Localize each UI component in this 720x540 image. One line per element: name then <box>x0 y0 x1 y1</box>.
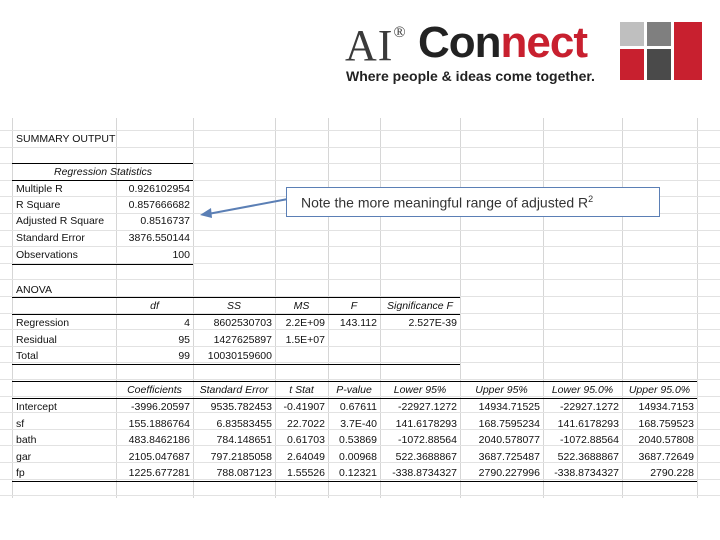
coefficients-cell: 3687.72649 <box>638 450 694 463</box>
regression-statistics-heading: Regression Statistics <box>54 166 153 178</box>
stat-label: Adjusted R Square <box>16 215 105 227</box>
anova-row-label: Residual <box>16 333 57 346</box>
anova-cell: 2.2E+09 <box>285 317 325 329</box>
anova-cell: 2.527E-39 <box>408 317 457 329</box>
coefficients-cell: 483.8462186 <box>128 434 190 446</box>
coefficients-header: t Stat <box>289 384 314 396</box>
coefficients-cell: 797.2185058 <box>210 450 272 463</box>
coefficients-cell: -1072.88564 <box>398 434 457 446</box>
coefficients-cell: 784.148651 <box>216 434 272 446</box>
stat-value: 0.8516737 <box>140 215 190 227</box>
coefficients-cell: 155.1886764 <box>128 417 190 430</box>
coefficients-header: Upper 95.0% <box>628 384 691 396</box>
anova-header: F <box>350 300 358 312</box>
stat-label: Observations <box>16 249 78 261</box>
ai-connect-logo <box>340 18 710 88</box>
coefficients-cell: 9535.782453 <box>210 401 272 413</box>
anova-title: ANOVA <box>16 284 52 296</box>
coefficients-cell: 2.64049 <box>287 450 325 463</box>
anova-header: df <box>150 300 159 312</box>
coefficients-cell: 2040.57808 <box>638 434 694 446</box>
anova-cell: 143.112 <box>339 317 377 329</box>
anova-cell: 99 <box>178 350 190 362</box>
coefficients-row-label: fp <box>16 467 25 479</box>
coefficients-cell: 141.6178293 <box>557 417 619 430</box>
anova-header: SS <box>226 300 241 312</box>
anova-cell: 4 <box>184 317 190 329</box>
coefficients-cell: 14934.7153 <box>638 401 694 413</box>
coefficients-cell: 22.7022 <box>287 417 325 430</box>
anova-cell: 8602530703 <box>213 317 272 329</box>
coefficients-cell: -3996.20597 <box>131 401 190 413</box>
coefficients-cell: 0.61703 <box>287 434 325 446</box>
anova-row-label: Regression <box>16 317 70 329</box>
coefficients-row-label: Intercept <box>16 401 57 413</box>
logo-squares-icon <box>620 22 704 80</box>
coefficients-cell: 522.3688867 <box>557 450 619 463</box>
coefficients-cell: 141.6178293 <box>395 417 457 430</box>
coefficients-cell: 0.53869 <box>339 434 377 446</box>
coefficients-cell: 168.7595234 <box>478 417 540 430</box>
coefficients-cell: 522.3688867 <box>395 450 457 463</box>
anova-cell: 1.5E+07 <box>285 333 325 346</box>
coefficients-cell: 788.087123 <box>216 467 272 479</box>
coefficients-cell: 1225.677281 <box>128 467 190 479</box>
coefficients-cell: -338.8734327 <box>554 467 619 479</box>
stat-value: 0.857666682 <box>128 199 190 211</box>
callout-text: Note the more meaningful range of adjusted $R^2$ <box>301 194 594 211</box>
stat-label: Standard Error <box>16 232 85 244</box>
coefficients-header: Lower 95% <box>393 384 447 396</box>
coefficients-row-label: gar <box>16 450 32 463</box>
coefficients-cell: -22927.1272 <box>560 401 619 413</box>
anova-row-label: Total <box>16 350 39 362</box>
logo-tagline: Where people & ideas come together. <box>346 68 595 84</box>
coefficients-cell: 2105.047687 <box>128 450 190 463</box>
coefficients-cell: 6.83583455 <box>216 417 272 430</box>
anova-cell: 10030159600 <box>207 350 272 362</box>
stat-label: R Square <box>16 199 61 211</box>
coefficients-row-label: bath <box>16 434 37 446</box>
coefficients-cell: 2790.227996 <box>478 467 540 479</box>
coefficients-cell: 1.55526 <box>287 467 325 479</box>
anova-header: Significance F <box>387 300 453 312</box>
coefficients-cell: 2040.578077 <box>478 434 540 446</box>
coefficients-cell: -1072.88564 <box>560 434 619 446</box>
stat-value: 100 <box>172 249 190 261</box>
stat-value: 3876.550144 <box>128 232 190 244</box>
anova-header: MS <box>293 300 310 312</box>
coefficients-cell: -0.41907 <box>283 401 325 413</box>
coefficients-cell: 0.67611 <box>339 401 377 413</box>
coefficients-header: Coefficients <box>127 384 182 396</box>
coefficients-cell: 14934.71525 <box>478 401 540 413</box>
coefficients-cell: -338.8734327 <box>392 467 457 479</box>
coefficients-cell: 3.7E-40 <box>340 417 377 430</box>
callout-arrow-icon <box>198 196 290 220</box>
stat-value: 0.926102954 <box>128 183 190 195</box>
coefficients-cell: 2790.228 <box>650 467 694 479</box>
coefficients-cell: 168.759523 <box>638 417 694 430</box>
logo-ai-text: AI® <box>345 21 407 70</box>
coefficients-header: Lower 95.0% <box>551 384 614 396</box>
stat-label: Multiple R <box>16 183 63 195</box>
coefficients-cell: 0.00968 <box>339 450 377 463</box>
logo-connect-text: Connect <box>418 18 588 67</box>
summary-title: SUMMARY OUTPUT <box>16 133 116 145</box>
coefficients-header: Standard Error <box>199 384 269 396</box>
coefficients-cell: -22927.1272 <box>398 401 457 413</box>
coefficients-row-label: sf <box>16 417 25 430</box>
anova-cell: 1427625897 <box>213 333 272 346</box>
coefficients-header: P-value <box>336 384 372 396</box>
coefficients-header: Upper 95% <box>475 384 528 396</box>
anova-cell: 95 <box>178 333 190 346</box>
coefficients-cell: 3687.725487 <box>478 450 540 463</box>
adjusted-r-square-callout <box>286 187 660 217</box>
coefficients-cell: 0.12321 <box>339 467 377 479</box>
